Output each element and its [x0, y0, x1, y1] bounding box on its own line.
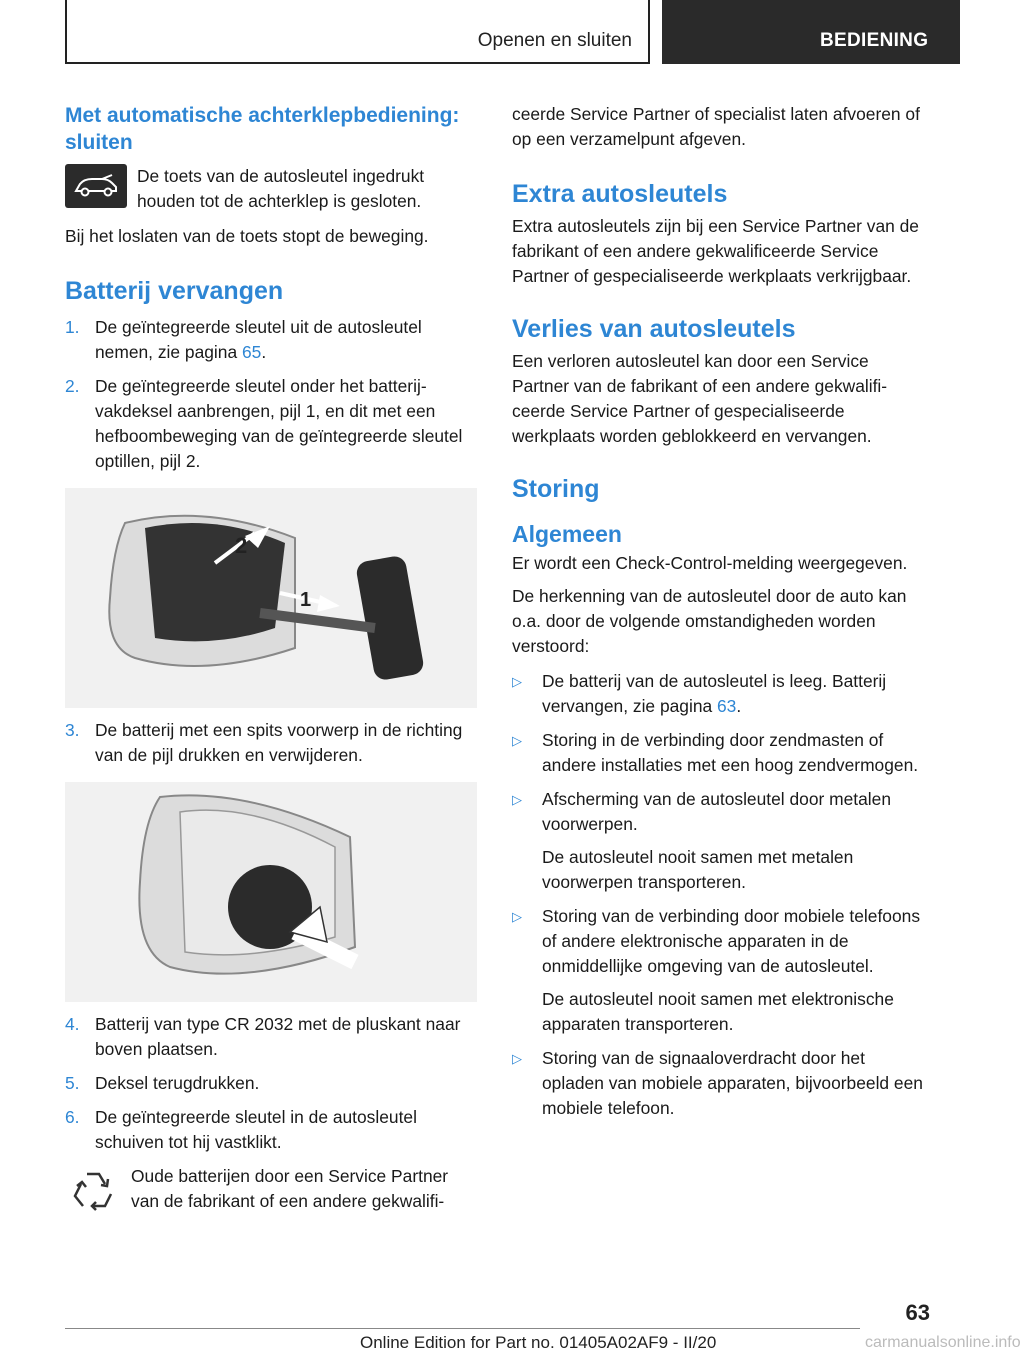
general-text-2: De herkenning van de autosleutel door de auto kan o.a. door de volgende omstandigheden worden verstoord:: [512, 586, 907, 656]
fault-cause-text: [542, 787, 930, 895]
fault-cause-text: [542, 904, 930, 1037]
figure-label-2: 2: [235, 533, 248, 558]
release-note: Bij het loslaten van de toets stopt de beweging.: [65, 226, 429, 246]
tailgate-instruction-text: De toets van de autosleutel ingedrukt houden tot de achterklep is gesloten.: [137, 166, 425, 211]
battery-steps-a: [65, 315, 477, 474]
heading-fault: Storing: [512, 475, 600, 503]
step-text-main: De geïntegreerde sleutel uit de autosleutel nemen, zie pagina: [95, 317, 422, 362]
step-text-end: .: [261, 342, 267, 362]
step-4: [65, 1012, 477, 1062]
bullet-triangle-icon: ▷: [512, 674, 522, 689]
step-text: De batterij met een spits voorwerp in de richting van de pijl drukken en verwijderen.: [95, 720, 463, 765]
figure-key-lever: [65, 488, 477, 708]
fault-cause-main: Afscherming van de autosleutel door metalen voorwerpen.: [542, 789, 891, 834]
fault-cause-item: [512, 728, 930, 778]
chapter-tab: [662, 0, 960, 64]
lost-keys-text: Een verloren autosleutel kan door een Service Partner van de fabrikant of een andere gekwalificeerde Service Partner of gespecialiseerde werkplaats worden geblokkeerd en vervangen.: [512, 351, 888, 446]
bullet-triangle-icon: ▷: [512, 1051, 522, 1066]
page-number: 63: [905, 1300, 930, 1325]
step-number: 2.: [65, 376, 80, 396]
battery-steps-b: [65, 718, 477, 768]
figure-label-1: 1: [300, 589, 312, 611]
step-number: 1.: [65, 317, 80, 337]
battery-steps-c: [65, 1012, 477, 1155]
step-text: Batterij van type CR 2032 met de pluskant naar boven plaatsen.: [95, 1014, 461, 1059]
heading-general: Algemeen: [512, 521, 622, 547]
edition-info: Online Edition for Part no. 01405A02AF9 - II/20: [360, 1333, 717, 1352]
left-column: [65, 102, 477, 1230]
step-text: Deksel terugdrukken.: [95, 1073, 260, 1093]
step-text: [95, 315, 477, 365]
heading-battery-replace: Batterij vervangen: [65, 277, 284, 305]
fault-cause-advice: De autosleutel nooit samen met metalen voorwerpen transporteren.: [542, 847, 854, 892]
fault-cause-end: .: [736, 696, 742, 716]
heading-lost-keys: Verlies van autosleutels: [512, 315, 796, 343]
step-number: 6.: [65, 1107, 80, 1127]
step-3: [65, 718, 477, 768]
step-text: De geïntegreerde sleutel in de autosleutel schuiven tot hij vastklikt.: [95, 1107, 417, 1152]
fault-cause-item: [512, 904, 930, 1037]
step-number: 4.: [65, 1014, 80, 1034]
right-column: [512, 102, 930, 1130]
heading-extra-keys: Extra autosleutels: [512, 180, 728, 208]
step-5: [65, 1071, 477, 1096]
fault-cause-item: [512, 787, 930, 895]
step-number: 5.: [65, 1073, 80, 1093]
fault-cause-item: [512, 669, 930, 719]
step-text: De geïntegreerde sleutel onder het batterijvakdeksel aanbrengen, pijl 1, en dit met een hefboombeweging van de geïntegreerde sleutel optillen, pijl 2.: [95, 376, 463, 471]
fault-cause-text: Storing in de verbinding door zendmasten of andere installaties met een hoog zendvermogen.: [542, 730, 919, 775]
recycle-text: Oude batterijen door een Service Partner van de fabrikant of een andere gekwalifi-: [131, 1166, 449, 1211]
page-link[interactable]: 63: [717, 696, 737, 716]
fault-cause-text: [542, 669, 930, 719]
chapter-tab-label: BEDIENING: [820, 30, 929, 51]
car-tailgate-icon: [65, 164, 127, 208]
fault-cause-advice: De autosleutel nooit samen met elektronische apparaten transporteren.: [542, 989, 894, 1034]
recycle-continuation: ceerde Service Partner of specialist laten afvoeren of op een verzamelpunt afgeven.: [512, 104, 920, 149]
step-6: [65, 1105, 477, 1155]
heading-tailgate-close: Met automatische achterklepbediening: sluiten: [65, 104, 460, 154]
general-text-1: Er wordt een Check-Control-melding weergegeven.: [512, 553, 908, 573]
step-number: 3.: [65, 720, 80, 740]
tailgate-instruction: [65, 164, 477, 214]
figure-battery-remove: [65, 782, 477, 1002]
recycle-note: [65, 1164, 477, 1220]
bullet-triangle-icon: ▷: [512, 792, 522, 807]
bullet-triangle-icon: ▷: [512, 733, 522, 748]
watermark: carmanualsonline.info: [865, 1334, 1021, 1351]
fault-cause-text: Storing van de signaaloverdracht door het opladen van mobiele apparaten, bijvoorbeeld een mobiele telefoon.: [542, 1048, 923, 1118]
page-link[interactable]: 65: [241, 342, 262, 362]
fault-cause-main: Storing van de verbinding door mobiele telefoons of andere elektronische apparaten in de onmiddellijke omgeving van de autosleutel.: [542, 906, 921, 976]
section-title: Openen en sluiten: [477, 30, 632, 51]
header-section-box: [65, 0, 650, 64]
extra-keys-text: Extra autosleutels zijn bij een Service Partner van de fabrikant of een andere gekwalificeerde Service Partner of gespecialiseerde werkplaats verkrijgbaar.: [512, 216, 919, 286]
fault-causes-list: [512, 669, 930, 1121]
step-2: [65, 374, 477, 474]
fault-cause-main: De batterij van de autosleutel is leeg. Batterij vervangen, zie pagina: [542, 671, 887, 716]
step-1: [65, 315, 477, 365]
bullet-triangle-icon: ▷: [512, 909, 522, 924]
footer-divider: [65, 1328, 860, 1329]
recycle-icon: [65, 1164, 121, 1220]
fault-cause-item: [512, 1046, 930, 1121]
